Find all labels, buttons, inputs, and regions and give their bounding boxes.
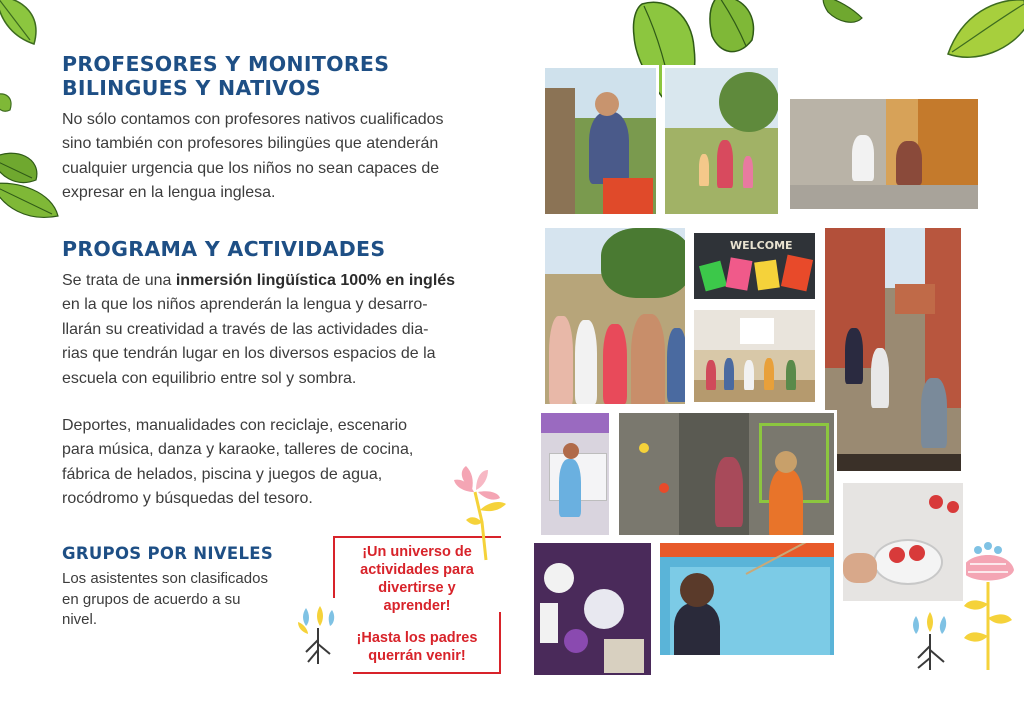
text-line: cualquier urgencia que los niños no sean capaces de [62, 159, 440, 177]
photo-kids-garden [662, 65, 781, 217]
heading-line: BILINGUES Y NATIVOS [62, 76, 321, 100]
photo-group-outdoor [542, 225, 688, 407]
text-line: en grupos de acuerdo a su [62, 590, 241, 608]
text-line: fábrica de helados, piscina y juegos de agua, [62, 465, 383, 483]
flower-decoration-blue-left [294, 604, 344, 666]
photo-kitchen-sweets [840, 480, 966, 604]
text-line: nivel. [62, 611, 98, 628]
callout-line: actividades para [360, 562, 474, 578]
photo-craft-room [787, 96, 981, 212]
heading-line: PROFESORES Y MONITORES [62, 52, 390, 76]
text-line: sino también con profesores bilingües que atenderán [62, 135, 439, 153]
heading-bilingual-teachers [62, 52, 482, 100]
flower-decoration-pink-yellow [452, 462, 510, 562]
text-line: Deportes, manualidades con reciclaje, escenario [62, 417, 408, 434]
photo-pool-play [657, 540, 837, 658]
flower-decoration-right-blue [906, 610, 956, 672]
leaf-decoration-top-left [0, 0, 44, 48]
callout-border [499, 612, 501, 674]
paragraph-program [62, 269, 482, 391]
leaf-decoration-left [0, 88, 62, 228]
emphasis-immersion: inmersión lingüística 100% en inglés [175, 272, 456, 289]
callout-border [353, 672, 501, 674]
photo-patio-kids [822, 225, 964, 474]
text-line: Los asistentes son clasificados [62, 570, 268, 587]
text-line: para música, danza y karaoke, talleres de cocina, [62, 441, 414, 459]
text-line: en la que los niños aprenderán la lengua y desarro- [62, 296, 428, 314]
photo-teacher-whiteboard [538, 410, 612, 538]
callout-line: divertirse y [378, 580, 456, 596]
heading-program-activities: PROGRAMA Y ACTIVIDADES [62, 237, 386, 261]
paragraph-teachers [62, 108, 482, 206]
callout-line: aprender! [383, 598, 451, 614]
text-line: escuela con equilibrio entre sol y sombra. [62, 369, 357, 387]
text-line: llarán su creatividad a través de las actividades dia- [62, 320, 429, 338]
photo-dance-hall [691, 307, 818, 405]
welcome-sign-text: WELCOME [730, 239, 793, 252]
paragraph-activities-list [62, 414, 482, 512]
callout-text-parents [339, 629, 495, 665]
paragraph-level-groups [62, 569, 302, 631]
text-span: Se trata de una [62, 272, 176, 289]
callout-line: querrán venir! [368, 648, 466, 664]
callout-line: ¡Un universo de [362, 544, 472, 560]
text-line: rocódromo y búsquedas del tesoro. [62, 490, 313, 508]
photo-recycled-crafts [531, 540, 654, 678]
callout-border [333, 536, 335, 598]
text-line: No sólo contamos con profesores nativos cualificados [62, 111, 444, 128]
photo-teacher-tree [542, 65, 659, 217]
callout-line: ¡Hasta los padres [356, 630, 478, 646]
text-line [62, 269, 482, 293]
text-line: rias que tendrán lugar en los diversos espacios de la [62, 345, 436, 363]
heading-level-groups: GRUPOS POR NIVELES [62, 544, 274, 563]
photo-climbing-wall [616, 410, 837, 538]
photo-welcome-classroom [691, 230, 818, 302]
leaf-decoration-top-right [942, 0, 1024, 68]
text-line: expresar en la lengua inglesa. [62, 184, 276, 202]
